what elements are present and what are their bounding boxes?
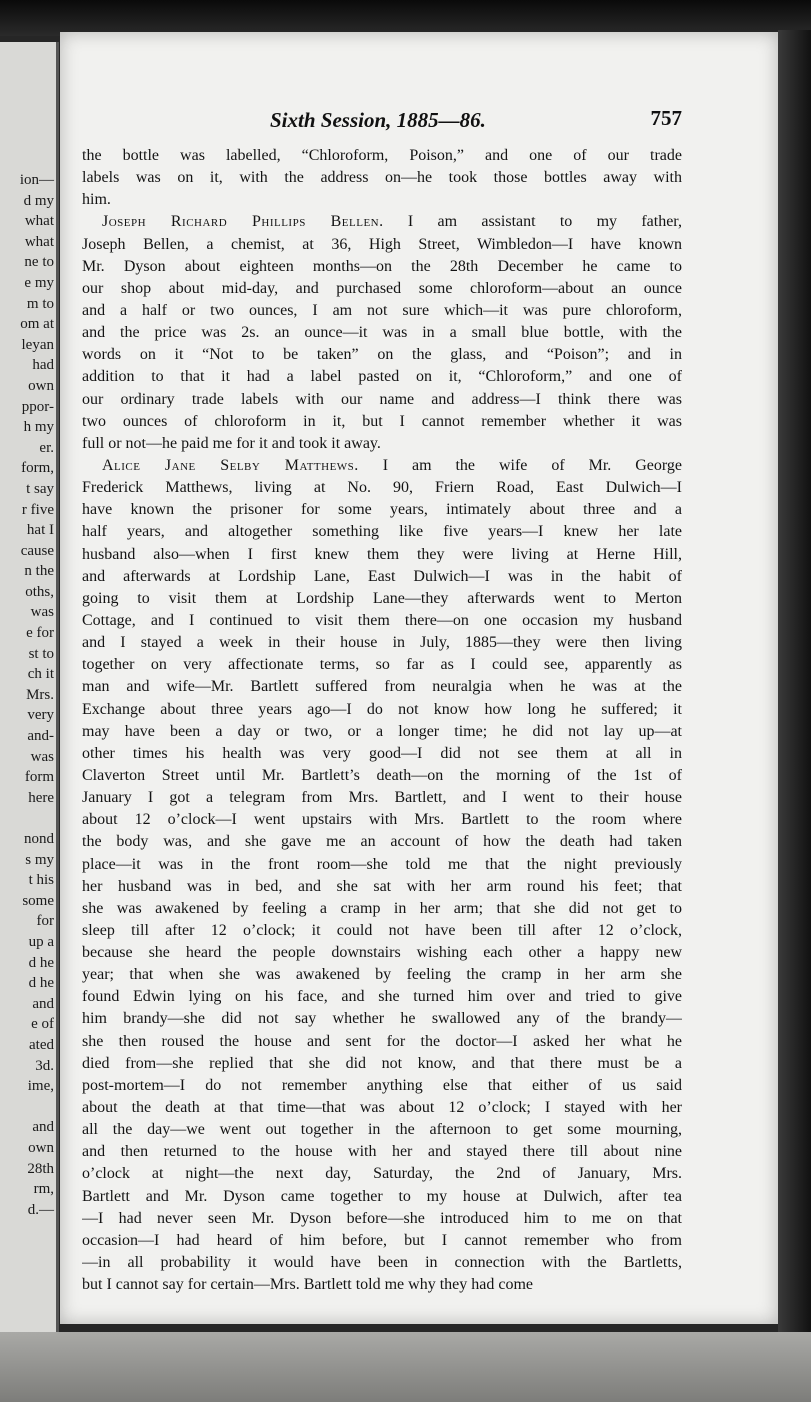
facing-page-fragment: om at (20, 316, 54, 333)
text-line: and then returned to the house with her and stayed there till about nine (82, 1143, 682, 1161)
facing-page-fragment: form (24, 769, 54, 786)
text-line: —I had never seen Mr. Dyson before—she introduced him to me on that (82, 1209, 682, 1227)
facing-page-fragment: t his (28, 872, 54, 889)
text-line: January I got a telegram from Mrs. Bartlett, and I went to their house (82, 789, 682, 807)
paragraph (82, 455, 682, 1296)
text-line: sleep till after 12 o’clock; it could not have been till after 12 o’clock, (82, 921, 682, 939)
facing-page-fragment: ppor- (21, 398, 54, 415)
facing-page-fragment: ated (29, 1036, 54, 1053)
facing-page-fragment: had (32, 357, 54, 374)
facing-page-fragment: e of (31, 1016, 54, 1033)
facing-page-fragment: r five (21, 501, 54, 518)
text-line: her husband was in bed, and she sat with her arm round his feet; that (82, 877, 682, 895)
paragraph (82, 211, 682, 455)
facing-page-fragment: t say (26, 480, 54, 497)
text-line: addition to that it had a label pasted on it, “Chloroform,” and one of (82, 368, 682, 386)
facing-page-fragment: some (22, 892, 54, 909)
facing-page-fragment: s my (25, 851, 54, 868)
page-number: 757 (650, 106, 682, 130)
facing-page-fragment: what (24, 213, 54, 230)
text-line: Mr. Dyson about eighteen months—on the 28th December he came to (82, 257, 682, 275)
facing-page-fragment: ne to (24, 254, 54, 271)
facing-page-fragment: what (24, 233, 54, 250)
facing-page-fragment: oths, (25, 583, 54, 600)
text-line: the body was, and she gave me an account of how the death had taken (82, 833, 682, 851)
facing-page-fragment: 28th (27, 1160, 54, 1177)
text-line: post-mortem—I do not remember anything else that either of us said (82, 1076, 682, 1094)
text-line: words on it “Not to be taken” on the glass, and “Poison”; and in (82, 346, 682, 364)
facing-page-fragment: own (28, 1139, 54, 1156)
line-text: I am the wife of Mr. George (358, 456, 682, 474)
facing-page-fragment: er. (39, 439, 54, 456)
text-line: together on very affectionate terms, so far as I could see, apparently as (82, 656, 682, 674)
text-line (82, 455, 682, 477)
facing-page-fragment: e my (24, 274, 54, 291)
facing-page-fragment: here (28, 789, 54, 806)
text-line: because she heard the people downstairs wishing each other a happy new (82, 944, 682, 962)
running-head: Sixth Session, 1885—86. (270, 108, 486, 132)
speaker-name: Alice Jane Selby Matthews. (102, 456, 359, 474)
book-page (60, 32, 778, 1324)
page-header (60, 104, 778, 134)
text-line: Claverton Street until Mr. Bartlett’s death—on the morning of the 1st of (82, 766, 682, 784)
facing-page-fragment (0, 808, 56, 829)
text-line: and a half or two ounces, I am not sure which—it was pure chloroform, (82, 301, 682, 319)
text-line: all the day—we went out together in the afternoon to get some mourning, (82, 1121, 682, 1139)
scan-frame-right-edge (778, 30, 811, 1332)
facing-page-fragment: for (36, 913, 54, 930)
line-text: I am assistant to my father, (383, 213, 682, 231)
facing-page-fragment: cause (20, 542, 54, 559)
facing-page-fragment: was (30, 604, 54, 621)
facing-page-fragment: n the (24, 563, 54, 580)
facing-page-fragment: st to (28, 645, 54, 662)
facing-page-fragment: ime, (27, 1078, 54, 1095)
text-line: man and wife—Mr. Bartlett suffered from neuralgia when he was at the (82, 678, 682, 696)
text-line: husband also—when I first knew them they were living at Herne Hill, (82, 545, 682, 563)
speaker-name: Joseph Richard Phillips Bellen. (102, 213, 384, 231)
facing-page-fragment: d he (28, 975, 54, 992)
scan-frame-top (0, 0, 811, 36)
facing-page-fragment (0, 1097, 56, 1118)
text-line: Cottage, and I continued to visit them there—on one occasion my husband (82, 611, 682, 629)
text-line: full or not—he paid me for it and took it away. (82, 434, 381, 452)
facing-page-fragment: very (27, 707, 54, 724)
text-line: Exchange about three years ago—I do not know how long he suffered; it (82, 700, 682, 718)
facing-page-fragment: m to (26, 295, 54, 312)
text-line: but I cannot say for certain—Mrs. Bartlett told me why they had come (82, 1276, 533, 1294)
text-line: him brandy—she did not say whether he swallowed any of the brandy— (82, 1010, 682, 1028)
text-line: about 12 o’clock—I went upstairs with Mrs. Bartlett to the room where (82, 811, 682, 829)
paragraph (82, 145, 682, 211)
facing-page-fragment: d he (28, 954, 54, 971)
text-line: may have been a day or two, or a longer time; he did not lay up—at (82, 722, 682, 740)
text-line: Bartlett and Mr. Dyson came together to my house at Dulwich, after tea (82, 1187, 682, 1205)
facing-page-fragment: up a (28, 933, 54, 950)
text-line: place—it was in the front room—she told me that the night previously (82, 855, 682, 873)
text-line: half years, and altogether something like five years—I knew her late (82, 523, 682, 541)
facing-page-fragment: ion— (19, 172, 54, 188)
text-line: and afterwards at Lordship Lane, East Dulwich—I was in the habit of (82, 567, 682, 585)
facing-page-fragment: nond (24, 831, 54, 847)
text-line: our shop about mid-day, and purchased some chloroform—about an ounce (82, 279, 682, 297)
facing-page-text-fragments (0, 170, 56, 1220)
text-line: him. (82, 191, 111, 209)
facing-page-fragment: hat I (26, 522, 54, 539)
facing-page-fragment: and (32, 995, 54, 1012)
text-line: labels was on it, with the address on—he took those bottles away with (82, 169, 682, 187)
text-line: and the price was 2s. an ounce—it was in a small blue bottle, with the (82, 324, 682, 342)
facing-page-left (0, 42, 59, 1332)
text-line (82, 211, 682, 233)
text-line: found Edwin lying on his face, and she turned him over and tried to give (82, 988, 682, 1006)
text-line: died from—she replied that she did not know, and that there must be a (82, 1054, 682, 1072)
facing-page-fragment: ch it (27, 666, 54, 683)
facing-page-fragment: e for (26, 625, 54, 642)
facing-page-fragment: Mrs. (26, 686, 54, 703)
facing-page-fragment: own (28, 377, 54, 394)
facing-page-fragment: leyan (21, 336, 54, 353)
text-line: our ordinary trade labels with our name and address—I think there was (82, 390, 682, 408)
facing-page-fragment: was (30, 748, 54, 765)
facing-page-fragment: d my (23, 192, 54, 209)
text-line: occasion—I had heard of him before, but I cannot remember who from (82, 1231, 682, 1249)
text-line: she then roused the house and sent for the doctor—I asked her what he (82, 1032, 682, 1050)
text-line: two ounces of chloroform in it, but I cannot remember whether it was (82, 412, 682, 430)
text-line: and I stayed a week in their house in July, 1885—they were then living (82, 634, 682, 652)
text-line: o’clock at night—the next day, Saturday, the 2nd of January, Mrs. (82, 1165, 682, 1183)
facing-page-fragment: 3d. (35, 1057, 54, 1074)
text-line: Joseph Bellen, a chemist, at 36, High Street, Wimbledon—I have known (82, 235, 682, 253)
facing-page-fragment: d.— (27, 1201, 54, 1218)
text-line: she was awakened by feeling a cramp in her arm; that she did not get to (82, 899, 682, 917)
text-line: have known the prisoner for some years, intimately about three and a (82, 501, 682, 519)
text-line: going to visit them at Lordship Lane—they afterwards went to Merton (82, 589, 682, 607)
text-line: the bottle was labelled, “Chloroform, Poison,” and one of our trade (82, 147, 682, 164)
facing-page-fragment: h my (23, 419, 54, 436)
text-line: about the death at that time—that was about 12 o’clock; I stayed with her (82, 1099, 682, 1117)
text-line: other times his health was very good—I did not see them at all in (82, 744, 682, 762)
facing-page-fragment: rm, (33, 1181, 54, 1198)
facing-page-fragment: form, (21, 460, 54, 477)
text-line: year; that when she was awakened by feeling the cramp in her arm she (82, 966, 682, 984)
text-line: —in all probability it would have been in connection with the Bartletts, (82, 1254, 682, 1272)
scan-frame-bottom (0, 1332, 811, 1402)
facing-page-fragment: and- (27, 728, 54, 745)
text-line: Frederick Matthews, living at No. 90, Friern Road, East Dulwich—I (82, 479, 682, 497)
facing-page-fragment: and (32, 1119, 54, 1136)
body-text (82, 145, 682, 1296)
